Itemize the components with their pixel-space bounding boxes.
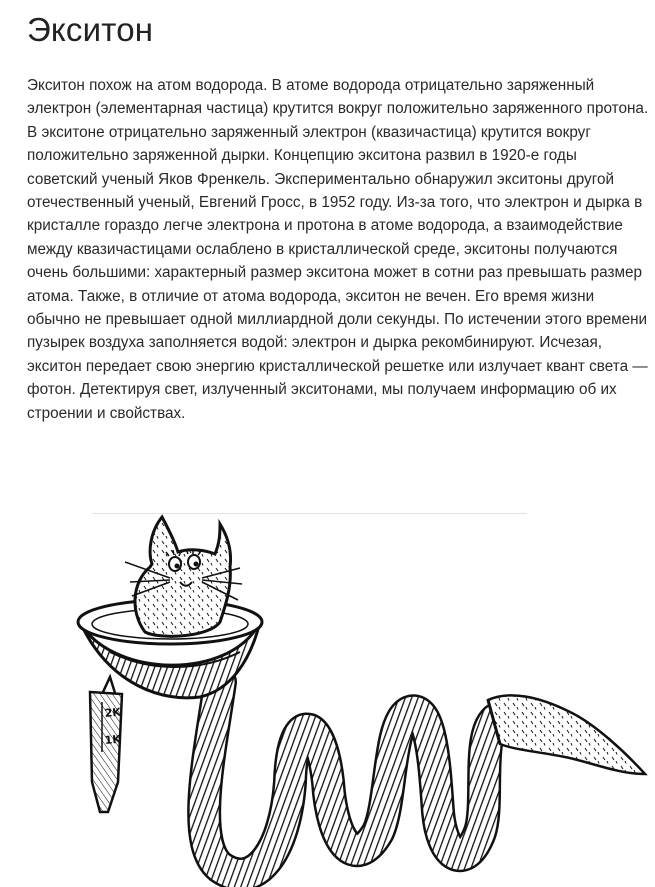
article	[27, 0, 652, 425]
article-title: Экситон	[27, 11, 154, 48]
cat-drawing-svg	[70, 512, 650, 887]
article-paragraph: Экситон похож на атом водорода. В атоме водорода отрицательно заряженный электрон (элементарная частица) крутится вокруг положительно заряженного протона. В экситоне отрицательно заряженный электрон (квазичастица) крутится вокруг положительно заряженной дырки. Концепцию экситона развил в 1920-е годы советский ученый Яков Френкель. Экспериментально обнаружил экситоны другой отечественный ученый, Евгений Гросс, в 1952 году. Из-за того, что электрон и дырка в кристалле гораздо легче электрона и протона в атоме водорода, а взаимодействие между квазичастицами ослаблено в кристаллической среде, экситоны получаются очень большими: характерный размер экситона может в сотни раз превышать размер атома. Также, в отличие от атома водорода, экситон не вечен. Его время жизни обычно не превышает одной миллиардной доли секунды. По истечении этого времени пузырек воздуха заполняется водой: электрон и дырка рекомбинируют. Исчезая, экситон передает свою энергию кристаллической решетке или излучает квант света — фотон. Детектируя свет, излученный экситонами, мы получаем информацию об их строении и свойствах.	[27, 77, 649, 422]
exciton-cat-illustration	[70, 512, 650, 887]
thermometer-mark: 1K	[104, 732, 122, 747]
wavy-tube	[204, 682, 500, 874]
thermometer-mark: 2K	[104, 705, 122, 720]
cat-eye	[188, 555, 200, 569]
thermometer	[90, 677, 122, 812]
tail-tuft	[488, 695, 645, 774]
cat-eye	[169, 557, 181, 571]
